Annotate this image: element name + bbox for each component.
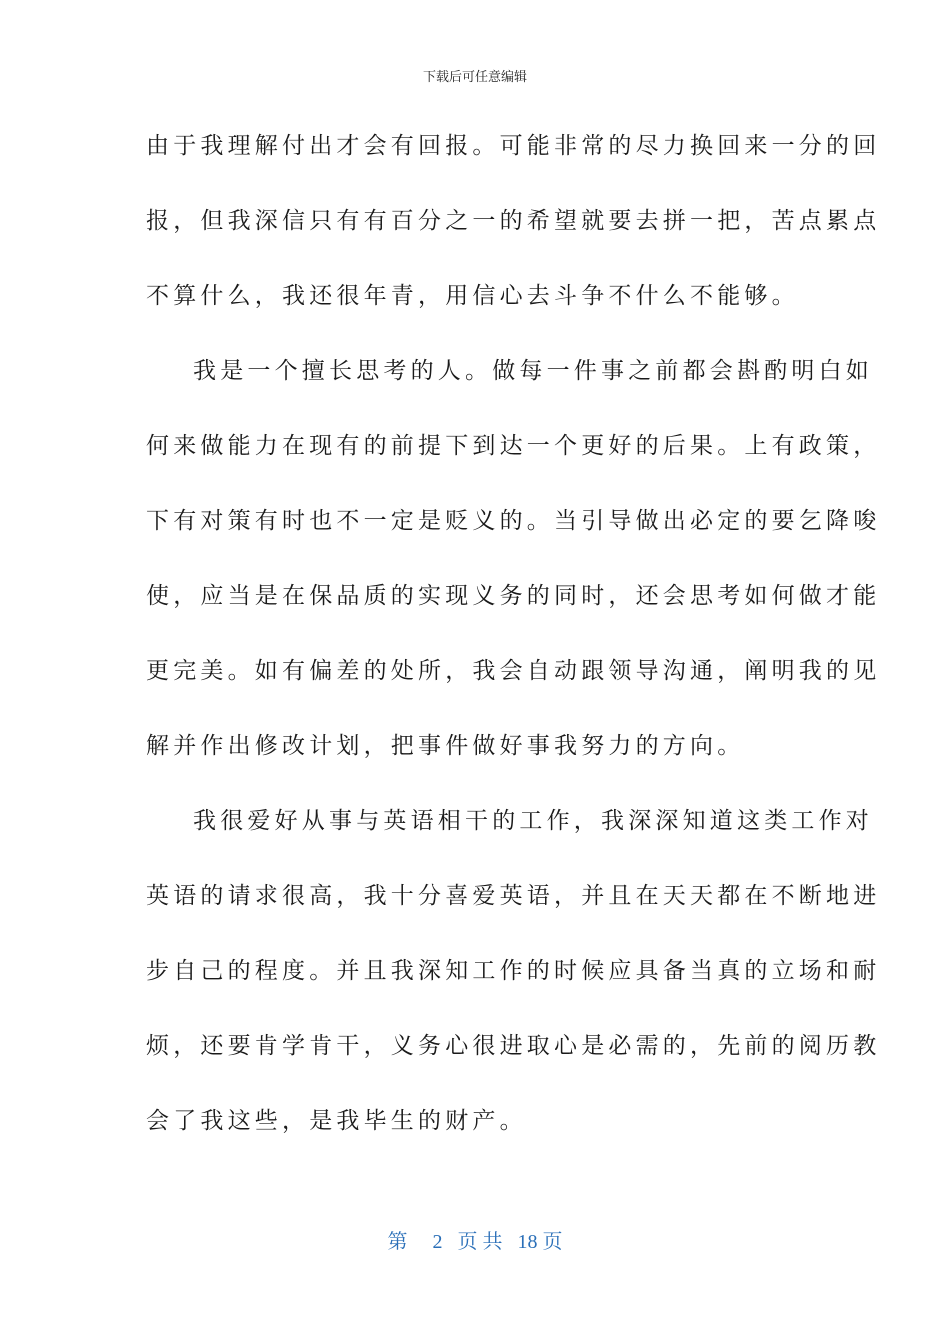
text-line: 烦，还要肯学肯干，义务心很进取心是必需的，先前的阅历教 xyxy=(146,1033,881,1059)
text-line: 我很爱好从事与英语相干的工作，我深深知道这类工作对 xyxy=(193,808,873,834)
current-page-number: 2 xyxy=(432,1231,443,1253)
text-line: 解并作出修改计划，把事件做好事我努力的方向。 xyxy=(146,733,745,759)
text-line: 下有对策有时也不一定是贬义的。当引导做出必定的要乞降唆 xyxy=(146,508,881,534)
page-header: 下载后可任意编辑 xyxy=(422,70,527,85)
text-line: 我是一个擅长思考的人。做每一件事之前都会斟酌明白如 xyxy=(193,358,873,384)
text-line: 步自己的程度。并且我深知工作的时候应具备当真的立场和耐 xyxy=(146,958,881,984)
footer-middle: 页 共 xyxy=(457,1231,503,1253)
text-line: 使，应当是在保品质的实现义务的同时，还会思考如何做才能 xyxy=(146,583,881,609)
text-line: 报，但我深信只有有百分之一的希望就要去拼一把，苦点累点 xyxy=(146,208,881,234)
text-line: 不算什么，我还很年青，用信心去斗争不什么不能够。 xyxy=(146,283,799,309)
paragraph-3 xyxy=(146,801,881,1176)
text-line: 更完美。如有偏差的处所，我会自动跟领导沟通，阐明我的见 xyxy=(146,658,881,684)
text-line: 何来做能力在现有的前提下到达一个更好的后果。上有政策， xyxy=(146,433,881,459)
footer-prefix: 第 xyxy=(387,1231,408,1253)
document-body xyxy=(146,126,881,1176)
paragraph-2 xyxy=(146,351,881,801)
text-line: 英语的请求很高，我十分喜爱英语，并且在天天都在不断地进 xyxy=(146,883,881,909)
text-line: 会了我这些，是我毕生的财产。 xyxy=(146,1108,527,1134)
total-page-count: 18 xyxy=(517,1231,538,1253)
text-line: 由于我理解付出才会有回报。可能非常的尽力换回来一分的回 xyxy=(146,133,881,159)
page-footer xyxy=(0,1225,950,1254)
paragraph-1 xyxy=(146,126,881,351)
footer-suffix: 页 xyxy=(542,1231,563,1253)
